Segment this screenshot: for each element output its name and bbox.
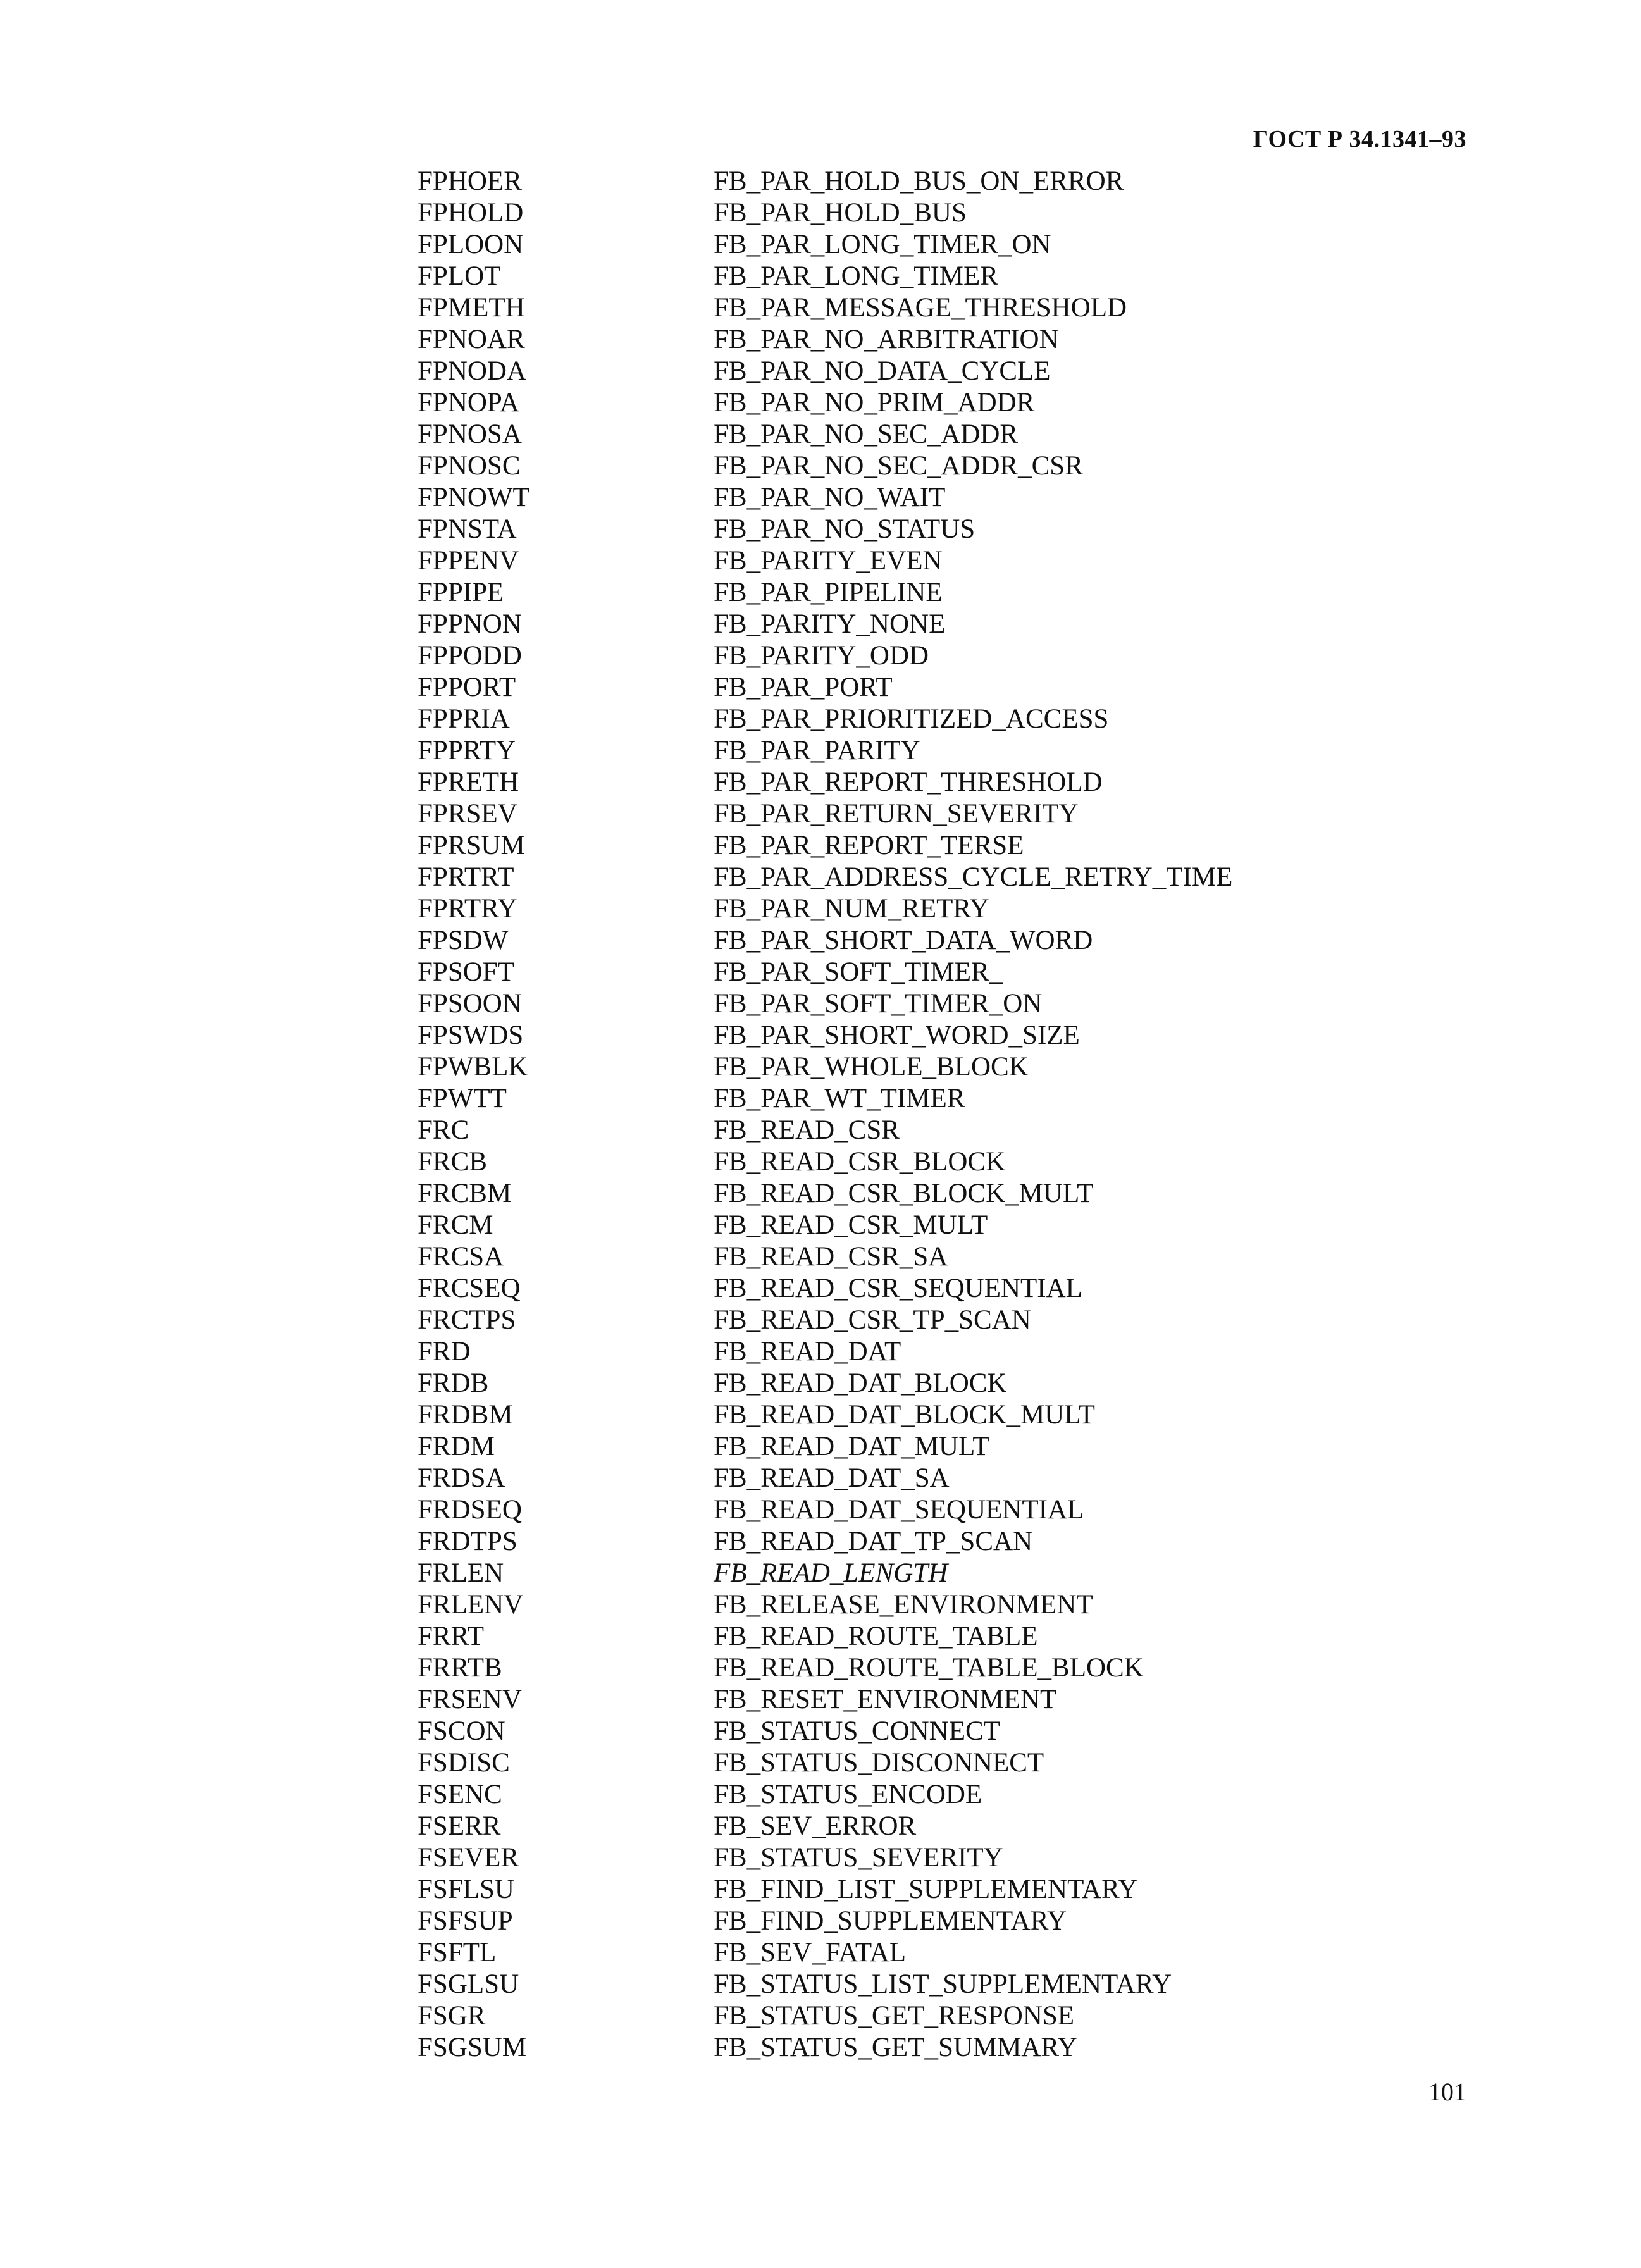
full-name: FB_PARITY_EVEN — [714, 546, 943, 576]
full-name: FB_STATUS_DISCONNECT — [714, 1748, 1044, 1778]
full-name: FB_READ_CSR_BLOCK_MULT — [714, 1179, 1094, 1208]
full-name: FB_PAR_NO_SEC_ADDR — [714, 419, 1019, 449]
full-name: FB_PAR_NO_SEC_ADDR_CSR — [714, 451, 1083, 481]
abbreviation: FPPIPE — [418, 578, 504, 607]
table-row — [418, 925, 1493, 957]
abbreviation: FPPRIA — [418, 704, 510, 734]
table-row — [418, 1652, 1493, 1684]
full-name: FB_READ_CSR_MULT — [714, 1210, 988, 1240]
full-name: FB_SEV_ERROR — [714, 1811, 917, 1841]
table-row — [418, 482, 1493, 514]
table-row — [418, 1905, 1493, 1937]
abbreviation: FPWBLK — [418, 1052, 528, 1082]
full-name: FB_READ_CSR_BLOCK — [714, 1147, 1006, 1177]
abbreviation: FRDTPS — [418, 1527, 517, 1556]
abbreviation: FSFLSU — [418, 1875, 514, 1904]
full-name: FB_PARITY_ODD — [714, 641, 929, 671]
abbreviation: FPNSTA — [418, 514, 517, 544]
page-number: 101 — [1428, 2078, 1466, 2106]
abbreviation: FPNOAR — [418, 325, 525, 354]
table-row — [418, 1842, 1493, 1874]
table-row — [418, 1684, 1493, 1716]
full-name: FB_PAR_LONG_TIMER_ON — [714, 230, 1051, 259]
full-name: FB_PAR_SOFT_TIMER_ON — [714, 989, 1043, 1019]
table-row — [418, 1716, 1493, 1747]
table-row — [418, 1336, 1493, 1368]
abbreviation: FRCTPS — [418, 1305, 516, 1335]
full-name: FB_SEV_FATAL — [714, 1938, 906, 1967]
table-row — [418, 893, 1493, 925]
table-row — [418, 640, 1493, 672]
full-name: FB_FIND_SUPPLEMENTARY — [714, 1906, 1067, 1936]
full-name: FB_STATUS_CONNECT — [714, 1716, 1000, 1746]
full-name: FB_PAR_WT_TIMER — [714, 1084, 965, 1113]
table-row — [418, 1210, 1493, 1241]
abbreviation: FPRSEV — [418, 799, 517, 829]
full-name: FB_PAR_RETURN_SEVERITY — [714, 799, 1079, 829]
full-name: FB_PAR_REPORT_THRESHOLD — [714, 767, 1103, 797]
table-row — [418, 1368, 1493, 1399]
abbreviation: FRLEN — [418, 1558, 504, 1588]
table-row — [418, 197, 1493, 229]
full-name: FB_READ_LENGTH — [714, 1558, 948, 1588]
abbreviation: FRSENV — [418, 1685, 522, 1714]
table-row — [418, 862, 1493, 893]
table-row — [418, 1526, 1493, 1558]
abbreviation: FPNOWT — [418, 483, 529, 512]
table-row — [418, 387, 1493, 419]
table-row — [418, 1399, 1493, 1431]
table-row — [418, 356, 1493, 387]
table-row — [418, 1969, 1493, 2000]
full-name: FB_PAR_WHOLE_BLOCK — [714, 1052, 1029, 1082]
table-row — [418, 735, 1493, 767]
table-row — [418, 229, 1493, 261]
full-name: FB_PAR_ADDRESS_CYCLE_RETRY_TIME — [714, 862, 1233, 892]
abbreviation: FRDM — [418, 1432, 495, 1461]
full-name: FB_PAR_PORT — [714, 672, 893, 702]
full-name: FB_READ_CSR — [714, 1115, 900, 1145]
abbreviation: FRDBM — [418, 1400, 513, 1430]
abbreviation: FPPNON — [418, 609, 522, 639]
table-row — [418, 1463, 1493, 1494]
abbreviation: FRCBM — [418, 1179, 512, 1208]
full-name: FB_PAR_NO_ARBITRATION — [714, 325, 1059, 354]
abbreviation: FRLENV — [418, 1590, 524, 1620]
full-name: FB_FIND_LIST_SUPPLEMENTARY — [714, 1875, 1138, 1904]
table-row — [418, 261, 1493, 292]
abbreviation: FSDISC — [418, 1748, 510, 1778]
abbreviation: FSEVER — [418, 1843, 519, 1873]
abbreviation: FPMETH — [418, 293, 525, 323]
abbreviation: FRCSA — [418, 1242, 504, 1272]
abbreviation: FRCB — [418, 1147, 487, 1177]
table-row — [418, 577, 1493, 609]
table-row — [418, 1115, 1493, 1146]
full-name: FB_PAR_SHORT_DATA_WORD — [714, 926, 1093, 955]
abbreviation: FPLOT — [418, 261, 501, 291]
full-name: FB_STATUS_GET_SUMMARY — [714, 2033, 1077, 2062]
table-row — [418, 324, 1493, 356]
abbreviation: FRDSA — [418, 1463, 505, 1493]
abbreviation: FPNOSC — [418, 451, 521, 481]
abbreviation: FRC — [418, 1115, 469, 1145]
full-name: FB_READ_CSR_TP_SCAN — [714, 1305, 1031, 1335]
table-row — [418, 798, 1493, 830]
table-row — [418, 1589, 1493, 1621]
table-row — [418, 2032, 1493, 2064]
full-name: FB_PAR_NUM_RETRY — [714, 894, 989, 924]
table-row — [418, 1779, 1493, 1811]
full-name: FB_READ_DAT_SA — [714, 1463, 950, 1493]
table-row — [418, 767, 1493, 798]
abbreviation: FPRTRT — [418, 862, 514, 892]
table-row — [418, 957, 1493, 988]
abbreviation: FPLOON — [418, 230, 524, 259]
table-row — [418, 1431, 1493, 1463]
table-row — [418, 1747, 1493, 1779]
table-row — [418, 1273, 1493, 1304]
full-name: FB_READ_DAT — [714, 1337, 901, 1366]
table-row — [418, 830, 1493, 862]
full-name: FB_PAR_PARITY — [714, 736, 920, 765]
table-row — [418, 1304, 1493, 1336]
abbreviation: FPNOSA — [418, 419, 522, 449]
full-name: FB_PAR_REPORT_TERSE — [714, 831, 1024, 860]
abbreviation: FRDSEQ — [418, 1495, 522, 1525]
abbreviation: FPWTT — [418, 1084, 507, 1113]
table-row — [418, 419, 1493, 450]
abbreviation: FPSDW — [418, 926, 509, 955]
abbreviation: FPSOON — [418, 989, 522, 1019]
full-name: FB_PAR_PIPELINE — [714, 578, 943, 607]
abbreviation: FRRT — [418, 1621, 484, 1651]
full-name: FB_READ_DAT_MULT — [714, 1432, 989, 1461]
abbreviation: FSGR — [418, 2001, 486, 2031]
abbreviation: FPPRTY — [418, 736, 516, 765]
full-name: FB_STATUS_LIST_SUPPLEMENTARY — [714, 1969, 1172, 1999]
table-row — [418, 1083, 1493, 1115]
abbreviation: FPRTRY — [418, 894, 517, 924]
full-name: FB_PAR_SHORT_WORD_SIZE — [714, 1020, 1080, 1050]
table-row — [418, 166, 1493, 197]
full-name: FB_READ_ROUTE_TABLE — [714, 1621, 1038, 1651]
table-row — [418, 1020, 1493, 1051]
table-row — [418, 450, 1493, 482]
full-name: FB_PAR_PRIORITIZED_ACCESS — [714, 704, 1109, 734]
abbreviation: FPSOFT — [418, 957, 514, 987]
full-name: FB_PAR_NO_DATA_CYCLE — [714, 356, 1051, 386]
table-row — [418, 1494, 1493, 1526]
abbreviation: FRRTB — [418, 1653, 502, 1683]
table-row — [418, 1811, 1493, 1842]
abbreviation-table — [418, 166, 1493, 2064]
abbreviation: FRCM — [418, 1210, 493, 1240]
full-name: FB_READ_ROUTE_TABLE_BLOCK — [714, 1653, 1144, 1683]
table-row — [418, 672, 1493, 703]
table-row — [418, 1051, 1493, 1083]
abbreviation: FPRETH — [418, 767, 519, 797]
full-name: FB_RESET_ENVIRONMENT — [714, 1685, 1057, 1714]
full-name: FB_READ_DAT_BLOCK_MULT — [714, 1400, 1095, 1430]
table-row — [418, 703, 1493, 735]
abbreviation: FPRSUM — [418, 831, 525, 860]
abbreviation: FSGSUM — [418, 2033, 527, 2062]
full-name: FB_PAR_NO_WAIT — [714, 483, 946, 512]
abbreviation: FSFSUP — [418, 1906, 513, 1936]
abbreviation: FSCON — [418, 1716, 505, 1746]
table-row — [418, 1937, 1493, 1969]
full-name: FB_PAR_NO_STATUS — [714, 514, 975, 544]
abbreviation: FSGLSU — [418, 1969, 519, 1999]
full-name: FB_PAR_HOLD_BUS_ON_ERROR — [714, 166, 1124, 196]
full-name: FB_STATUS_ENCODE — [714, 1780, 982, 1809]
full-name: FB_READ_DAT_SEQUENTIAL — [714, 1495, 1084, 1525]
full-name: FB_PAR_NO_PRIM_ADDR — [714, 388, 1035, 418]
abbreviation: FPHOLD — [418, 198, 524, 228]
table-row — [418, 1146, 1493, 1178]
full-name: FB_READ_CSR_SEQUENTIAL — [714, 1273, 1082, 1303]
table-row — [418, 545, 1493, 577]
abbreviation: FPPORT — [418, 672, 516, 702]
abbreviation: FPPODD — [418, 641, 522, 671]
full-name: FB_READ_DAT_BLOCK — [714, 1368, 1007, 1398]
table-row — [418, 1558, 1493, 1589]
abbreviation: FPSWDS — [418, 1020, 524, 1050]
table-row — [418, 1178, 1493, 1210]
table-row — [418, 514, 1493, 545]
full-name: FB_RELEASE_ENVIRONMENT — [714, 1590, 1093, 1620]
abbreviation: FSFTL — [418, 1938, 497, 1967]
table-row — [418, 2000, 1493, 2032]
full-name: FB_READ_DAT_TP_SCAN — [714, 1527, 1033, 1556]
abbreviation: FPPENV — [418, 546, 519, 576]
abbreviation: FPNODA — [418, 356, 527, 386]
table-row — [418, 292, 1493, 324]
full-name: FB_PAR_SOFT_TIMER_ — [714, 957, 1003, 987]
full-name: FB_PARITY_NONE — [714, 609, 946, 639]
table-row — [418, 988, 1493, 1020]
abbreviation: FSENC — [418, 1780, 502, 1809]
full-name: FB_PAR_HOLD_BUS — [714, 198, 967, 228]
abbreviation: FPNOPA — [418, 388, 519, 418]
full-name: FB_READ_CSR_SA — [714, 1242, 948, 1272]
abbreviation: FRDB — [418, 1368, 489, 1398]
full-name: FB_STATUS_GET_RESPONSE — [714, 2001, 1075, 2031]
full-name: FB_PAR_LONG_TIMER — [714, 261, 998, 291]
page-header: ГОСТ Р 34.1341–93 — [1253, 126, 1466, 152]
table-row — [418, 1621, 1493, 1652]
table-row — [418, 1874, 1493, 1905]
full-name: FB_STATUS_SEVERITY — [714, 1843, 1003, 1873]
table-row — [418, 1241, 1493, 1273]
abbreviation: FSERR — [418, 1811, 501, 1841]
table-row — [418, 609, 1493, 640]
abbreviation: FRD — [418, 1337, 471, 1366]
abbreviation: FPHOER — [418, 166, 522, 196]
abbreviation: FRCSEQ — [418, 1273, 521, 1303]
full-name: FB_PAR_MESSAGE_THRESHOLD — [714, 293, 1127, 323]
